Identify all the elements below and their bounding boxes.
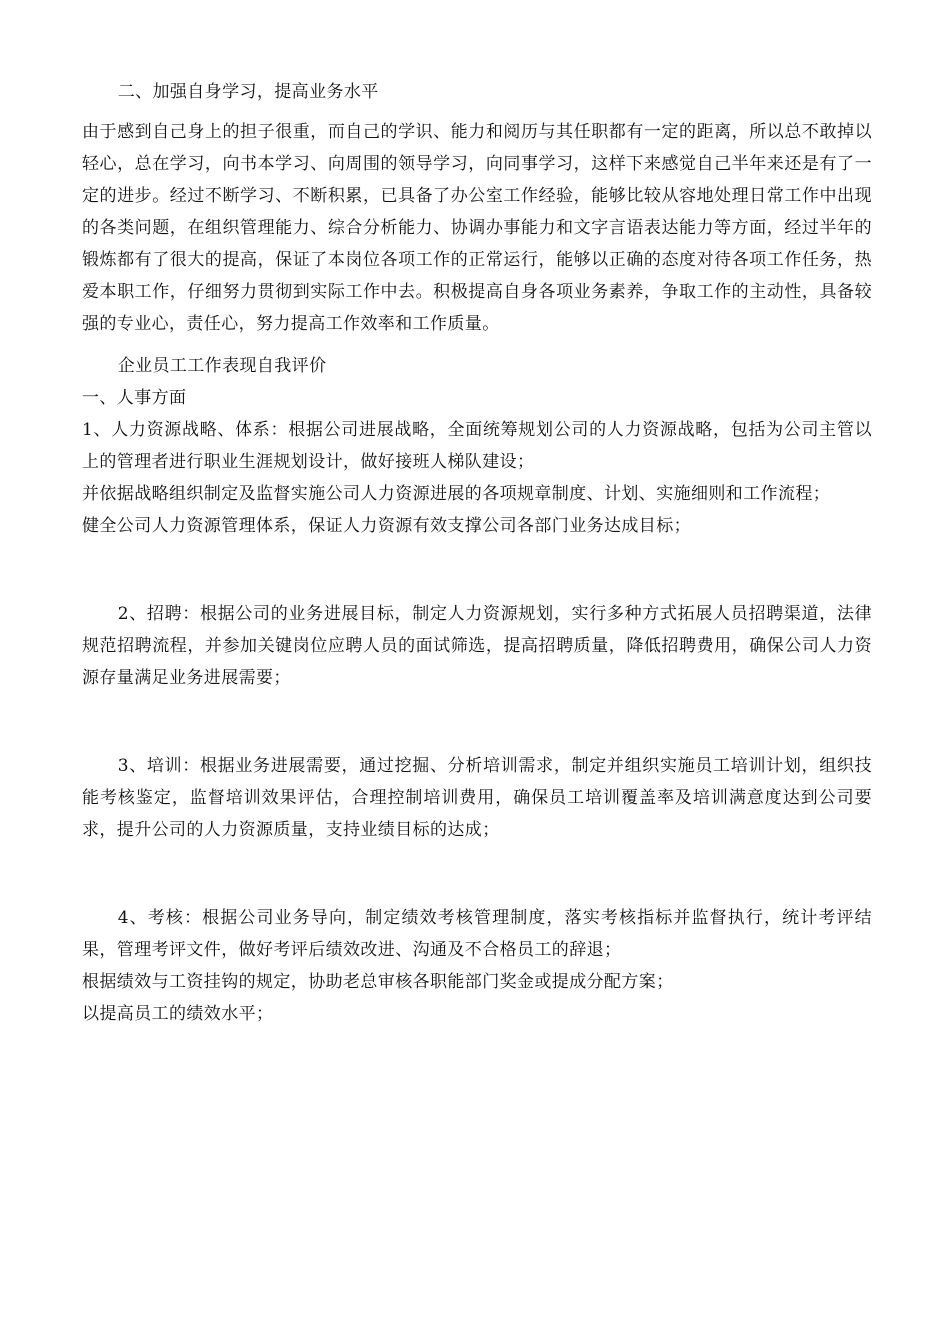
item1-system: 健全公司人力资源管理体系，保证人力资源有效支撑公司各部门业务达成目标； [82,516,691,536]
section2-title: 二、加强自身学习，提高业务水平 [117,82,379,102]
item3-training: 3、培训：根据业务进展需要，通过挖掘、分析培训需求，制定并组织实施员工培训计划，组织技能考核鉴定，监督培训效果评估，合理控制培训费用，确保员工培训覆盖率及培训满意度达到公司要求，提升公司的人力资源质量，支持业绩目标的达成； [82,756,872,840]
item1-strategy: 1、人力资源战略、体系：根据公司进展战略，全面统筹规划公司的人力资源战略，包括为公司主管以上的管理者进行职业生涯规划设计，做好接班人梯队建设； [82,420,872,472]
item4-bonus: 根据绩效与工资挂钩的规定，协助老总审核各职能部门奖金或提成分配方案； [82,972,674,992]
section2-body: 由于感到自己身上的担子很重，而自己的学识、能力和阅历与其任职都有一定的距离，所以总不敢掉以轻心，总在学习，向书本学习、向周围的领导学习，向同事学习，这样下来感觉自己半年来还是有了一定的进步。经过不断学习、不断积累，已具备了办公室工作经验，能够比较从容地处理日常工作中出现的各类问题，在组织管理能力、综合分析能力、协调办事能力和文字言语表达能力等方面，经过半年的锻炼都有了很大的提高，保证了本岗位各项工作的正常运行，能够以正确的态度对待各项工作任务，热爱本职工作，仔细努力贯彻到实际工作中去。积极提高自身各项业务素养，争取工作的主动性，具备较强的专业心，责任心，努力提高工作效率和工作质量。 [82,122,872,334]
item2-recruitment: 2、招聘：根据公司的业务进展目标，制定人力资源规划，实行多种方式拓展人员招聘渠道，法律规范招聘流程，并参加关键岗位应聘人员的面试筛选，提高招聘质量，降低招聘费用，确保公司人力资源存量满足业务进展需要； [82,604,872,688]
item4-performance: 以提高员工的绩效水平； [82,1004,274,1024]
hr-heading: 一、人事方面 [82,388,187,408]
eval-title: 企业员工工作表现自我评价 [117,356,327,376]
item4-assessment: 4、考核：根据公司业务导向，制定绩效考核管理制度，落实考核指标并监督执行，统计考评结果，管理考评文件，做好考评后绩效改进、沟通及不合格员工的辞退； [82,908,872,960]
document-page [82,76,872,1030]
item1-regulations: 并依据战略组织制定及监督实施公司人力资源进展的各项规章制度、计划、实施细则和工作流程； [82,484,831,504]
